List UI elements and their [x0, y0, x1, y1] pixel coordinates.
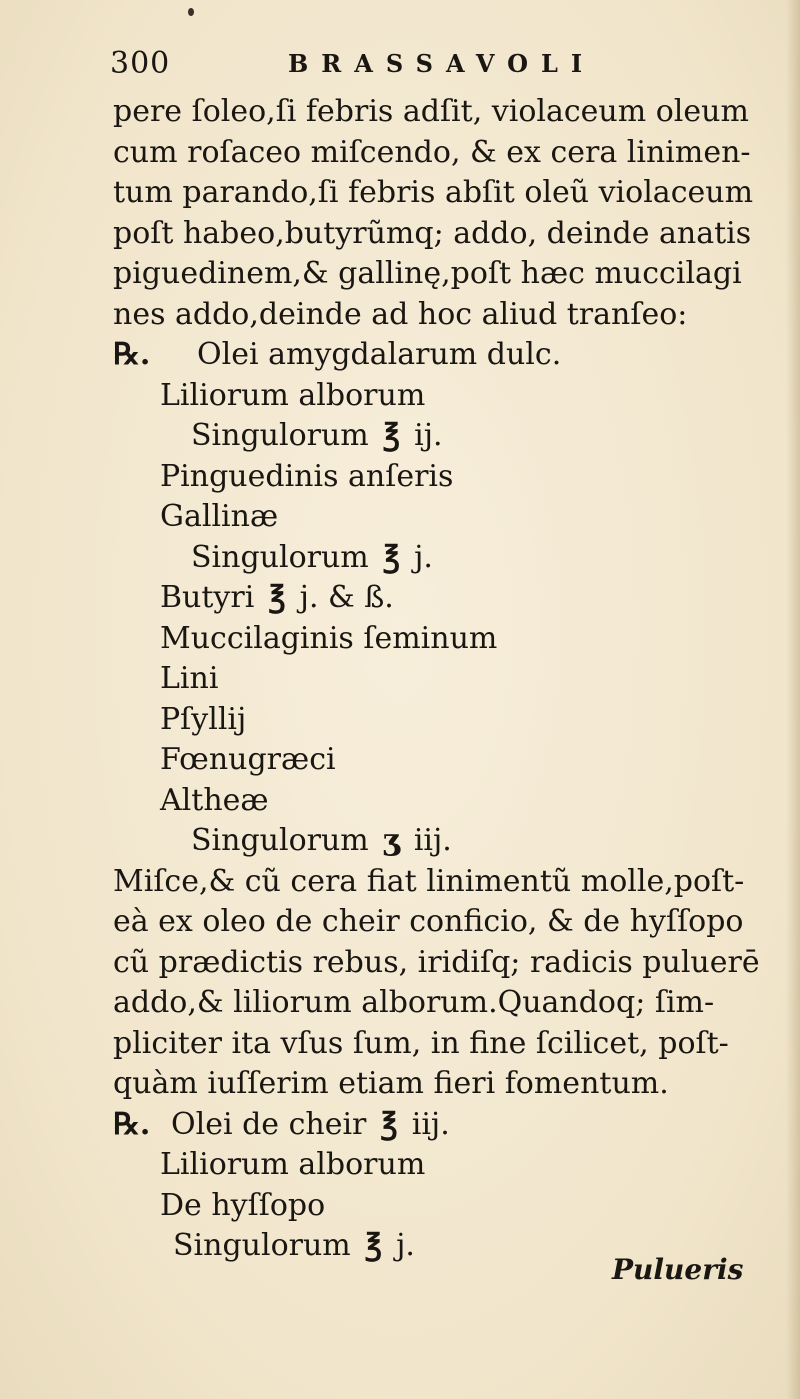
recipe-line — [113, 1105, 773, 1146]
text-line: cum roſaceo miſcendo, & ex cera linimen- — [113, 134, 751, 170]
ingredient: Gallinæ — [160, 499, 279, 534]
recipe-line — [113, 1186, 773, 1227]
ingredient: Liliorum alborum — [160, 1147, 426, 1182]
ingredient: Butyri — [160, 580, 255, 615]
recipe-line — [113, 659, 773, 700]
ingredient: Singulorum — [173, 1228, 351, 1263]
quantity: iij. — [411, 1106, 450, 1142]
ounce-symbol: ℥ — [380, 1106, 398, 1142]
text-line: piguedinem,& gallinę,poſt hæc muccilagi — [113, 256, 742, 291]
ounce-symbol: ℥ — [364, 1228, 383, 1263]
text-line: tum parando,ſi febris abſit oleũ violaceum — [113, 175, 754, 210]
quantity: j. & ß. — [299, 580, 394, 615]
recipe-line — [113, 1145, 773, 1186]
recipe-line — [113, 416, 773, 457]
ingredient: Singulorum — [191, 823, 369, 858]
quantity: ij. — [414, 418, 443, 453]
ingredient: Muccilaginis ſeminum — [160, 620, 498, 656]
recipe-line — [113, 740, 773, 781]
ingredient: Lini — [160, 661, 219, 696]
text-line: Miſce,& cũ cera fiat linimentũ molle,poſt- — [113, 863, 745, 899]
recipe-line — [113, 781, 773, 822]
catchword: Pulueris — [612, 1253, 744, 1286]
ingredient: Olei de cheir — [171, 1106, 367, 1142]
recipe-symbol: ℞. — [113, 1106, 151, 1142]
recipe-line — [113, 578, 773, 619]
recipe-line — [113, 497, 773, 538]
ingredient: Olei amygdalarum dulc. — [197, 337, 562, 372]
ingredient: Singulorum — [191, 418, 369, 453]
ingredient: De hyſſopo — [160, 1187, 326, 1223]
ounce-symbol: ℥ — [382, 539, 401, 575]
quantity: iij. — [413, 823, 452, 858]
recipe-line — [113, 700, 773, 741]
recipe-line — [113, 335, 773, 376]
ink-speck — [188, 8, 194, 16]
recipe-line — [113, 821, 773, 862]
page-body — [113, 92, 773, 1267]
text-line: quàm iuſſerim etiam fieri fomentum. — [113, 1066, 669, 1101]
ingredient: Altheæ — [160, 782, 269, 818]
page-number: 300 — [110, 46, 171, 81]
recipe-line — [113, 457, 773, 498]
text-line: cũ prædictis rebus, iridiſq; radicis puluerē — [113, 944, 760, 980]
ingredient: Liliorum alborum — [160, 377, 426, 413]
quantity: j. — [396, 1228, 415, 1263]
recipe-line — [113, 538, 773, 579]
text-line: pere ſoleo,ſi febris adſit, violaceum oleum — [113, 94, 749, 129]
quantity: j. — [414, 539, 433, 575]
ingredient: Pſyllij — [160, 701, 247, 737]
ingredient: Fœnugræci — [160, 742, 336, 777]
text-line: eà ex oleo de cheir conficio, & de hyſſopo — [113, 904, 744, 939]
text-line: nes addo,deinde ad hoc aliud tranſeo: — [113, 296, 688, 332]
text-line: poſt habeo,butyrũmq; addo, deinde anatis — [113, 215, 752, 251]
recipe-line — [113, 376, 773, 417]
dram-symbol: ʒ — [382, 823, 400, 858]
ounce-symbol: ℥ — [268, 580, 286, 615]
ingredient: Singulorum — [191, 539, 369, 575]
text-line: pliciter ita vſus ſum, in fine ſcilicet, poſt- — [113, 1025, 729, 1061]
recipe-symbol: ℞. — [113, 337, 151, 372]
recipe-line — [113, 619, 773, 660]
running-title: BRASSAVOLI — [288, 49, 596, 78]
page-edge-shadow — [786, 0, 800, 1399]
page-header — [110, 44, 710, 84]
text-line: addo,& liliorum alborum.Quandoq; ſim- — [113, 985, 715, 1020]
ingredient: Pinguedinis anſeris — [160, 458, 454, 494]
ounce-symbol: ℥ — [382, 418, 401, 453]
